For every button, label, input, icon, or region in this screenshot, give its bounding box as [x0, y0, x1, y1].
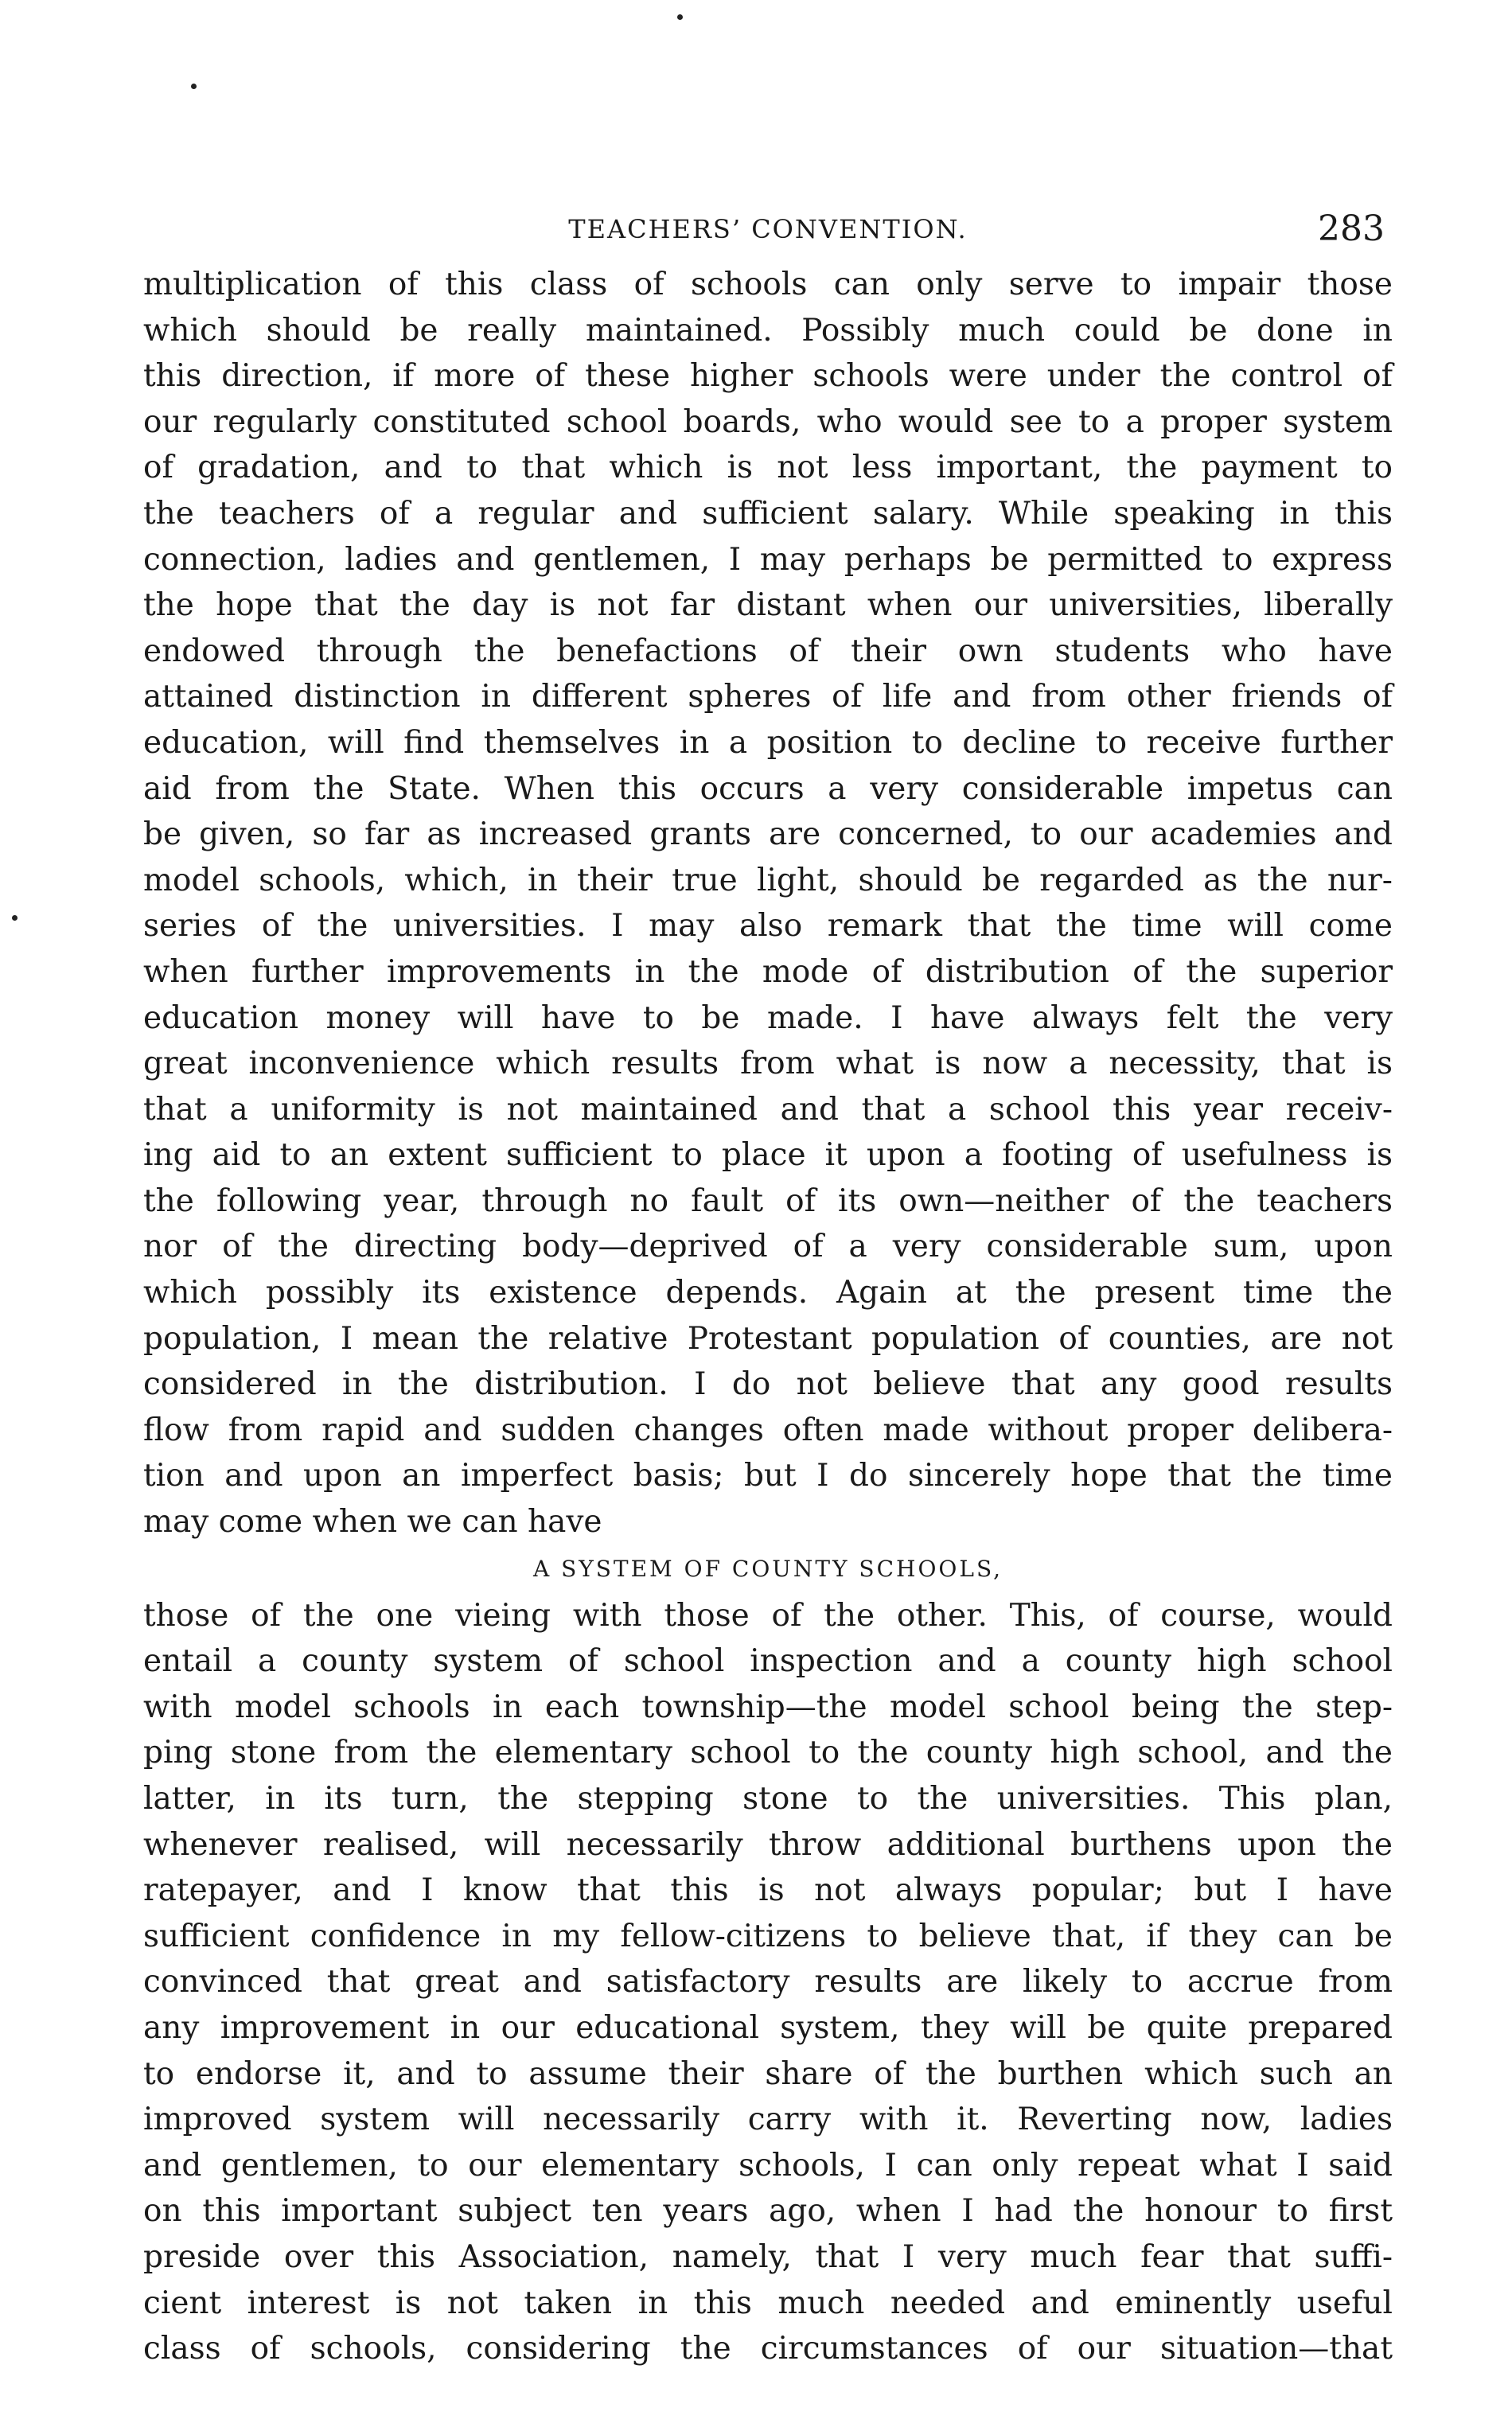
text-line: preside over this Association, namely, that I very much fear that suffi-: [143, 2238, 1393, 2275]
text-line: education, will find themselves in a position to decline to receive further: [143, 724, 1393, 761]
text-line: ing aid to an extent sufficient to place it upon a footing of usefulness is: [143, 1137, 1393, 1174]
running-title: TEACHERS’ CONVENTION.: [568, 214, 968, 244]
body-text: [143, 262, 1393, 2372]
text-line: cient interest is not taken in this much needed and eminently useful: [143, 2285, 1393, 2321]
text-line: great inconvenience which results from what is now a necessity, that is: [143, 1046, 1393, 1082]
running-head: [135, 205, 1401, 253]
paragraph-2: [143, 1593, 1393, 2372]
ink-speck: [191, 84, 197, 89]
page-number: 283: [1318, 208, 1385, 249]
text-line: aid from the State. When this occurs a very considerable impetus can: [143, 770, 1393, 807]
text-line: may come when we can have: [143, 1504, 602, 1541]
text-line: which possibly its existence depends. Again at the present time the: [143, 1275, 1393, 1311]
text-line: attained distinction in different spheres of life and from other friends of: [143, 679, 1393, 715]
text-line: any improvement in our educational system, they will be quite prepared: [143, 2009, 1393, 2046]
paragraph-1: [143, 262, 1393, 1545]
text-line: to endorse it, and to assume their share of the burthen which such an: [143, 2055, 1393, 2092]
section-subheading: A SYSTEM OF COUNTY SCHOOLS,: [532, 1555, 1003, 1582]
text-line: the teachers of a regular and sufficient salary. While speaking in this: [143, 495, 1393, 532]
text-line: convinced that great and satisfactory results are likely to accrue from: [143, 1964, 1393, 2001]
text-line: when further improvements in the mode of distribution of the superior: [143, 953, 1393, 990]
text-line: nor of the directing body—deprived of a very considerable sum, upon: [143, 1229, 1393, 1265]
text-line: the following year, through no fault of its own—neither of the teachers: [143, 1182, 1393, 1219]
text-line: of gradation, and to that which is not less important, the payment to: [143, 450, 1393, 486]
text-line: series of the universities. I may also remark that the time will come: [143, 908, 1393, 945]
text-line: this direction, if more of these higher schools were under the control of: [143, 358, 1393, 395]
text-line: the hope that the day is not far distant when our universities, liberally: [143, 587, 1393, 624]
text-line: class of schools, considering the circumstances of our situation—that: [143, 2331, 1393, 2367]
text-line: considered in the distribution. I do not believe that any good results: [143, 1366, 1393, 1403]
text-line: endowed through the benefactions of their own students who have: [143, 633, 1393, 669]
text-line: multiplication of this class of schools can only serve to impair those: [143, 267, 1393, 302]
text-line: that a uniformity is not maintained and that a school this year receiv-: [143, 1091, 1393, 1128]
text-line: ratepayer, and I know that this is not always popular; but I have: [143, 1872, 1393, 1909]
text-line: which should be really maintained. Possibly much could be done in: [143, 312, 1393, 349]
ink-speck: [677, 14, 683, 20]
text-line: those of the one vieing with those of the other. This, of course, would: [143, 1597, 1393, 1634]
text-line: entail a county system of school inspection and a county high school: [143, 1643, 1393, 1680]
text-line: tion and upon an imperfect basis; but I do sincerely hope that the time: [143, 1458, 1393, 1494]
text-line: model schools, which, in their true light, should be regarded as the nur-: [143, 862, 1393, 898]
text-line: population, I mean the relative Protestant population of counties, are not: [143, 1320, 1393, 1357]
text-line: connection, ladies and gentlemen, I may perhaps be permitted to express: [143, 541, 1393, 578]
text-line: be given, so far as increased grants are concerned, to our academies and: [143, 816, 1393, 853]
ink-speck: [12, 915, 18, 921]
text-line: whenever realised, will necessarily throw additional burthens upon the: [143, 1826, 1393, 1863]
text-line: on this important subject ten years ago, when I had the honour to first: [143, 2193, 1393, 2230]
text-line: flow from rapid and sudden changes often made without proper delibera-: [143, 1412, 1393, 1448]
text-line: sufficient confidence in my fellow-citizens to believe that, if they can be: [143, 1918, 1393, 1954]
text-line: with model schools in each township—the model school being the step-: [143, 1689, 1393, 1725]
text-line: ping stone from the elementary school to the county high school, and the: [143, 1735, 1393, 1771]
text-line: latter, in its turn, the stepping stone to the universities. This plan,: [143, 1781, 1393, 1817]
text-line: education money will have to be made. I have always felt the very: [143, 999, 1393, 1036]
text-line: our regularly constituted school boards, who would see to a proper system: [143, 403, 1393, 440]
text-line: and gentlemen, to our elementary schools, I can only repeat what I said: [143, 2147, 1393, 2184]
text-line: improved system will necessarily carry with it. Reverting now, ladies: [143, 2102, 1393, 2138]
